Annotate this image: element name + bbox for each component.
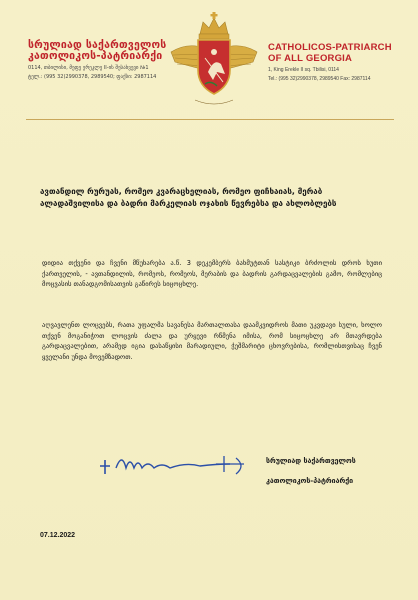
header-left-address-2: ტელ.: (995 32)2990378, 2989540; ფაქსი: 2987114	[28, 74, 157, 80]
letter-paragraph-2: აღვავლენთ ლოცვებს, რათა უფალმა სავანესა მართალთასა დაამკვიდროს მათი უკვდავი სული, ხოლო თქვენ მოგანიჭოთ ლოცვის ძალა და ურყევი რწმენა იმისა, რომ სიცოცხლე არ მთავრდება გარდაცვალებით, არამედ იგია დასაწყისი მარადიული, ჭეშმარიტი ცხოვრებისა, რომლისთვისაც ჩვენ ყველანი უნდა მოვემზადოთ.	[42, 321, 382, 361]
header-right-title-2: OF ALL GEORGIA	[268, 53, 353, 64]
letter-heading: ავთანდილ რურუას, რომეო კვარაცხელიას, რომეო ფიჩხაიას, მერაბ ალადაშვილისა და ბადრი მარკელიას ოჯახის წევრებსა და ახლობლებს	[40, 187, 337, 208]
letter-paragraph-1: დიდია თქვენი და ჩვენი მწუხარება ა.წ. 3 დეკემბერს ბახმუტთან სასტიკი ბრძოლის დროს ხუთი ქართველის, - ავთანდილის, რომეოს, რომეოს, მერაბის და ბადრის გარდაცვალების გამო, რომლებიც მოცვასის თანადგომისათვის გაწირეს სიცოცხლე.	[42, 259, 382, 288]
header-right-address-2: Tel.: (995 32)2990378, 2989540 Fax: 2987114	[268, 76, 371, 82]
header-left	[28, 40, 178, 80]
header-right-address-1: 1, King Erekle II sq. Tbilisi, 0114	[268, 67, 339, 73]
header-right	[268, 42, 408, 82]
letter-date: 07.12.2022	[40, 532, 76, 539]
header-left-title-1: სრულიად საქართველოს	[28, 39, 167, 51]
header-divider	[26, 119, 394, 120]
header-left-address-1: 0114, თბილისი, მეფე ერეკლე II-ის შესახვევი №1	[28, 65, 149, 71]
header-left-title-2: კათოლიკოს-პატრიარქი	[28, 50, 163, 62]
patriarchate-emblem-icon	[165, 8, 263, 114]
signature-title-1: სრულიად საქართველოს	[266, 457, 356, 465]
header-right-title-1: CATHOLICOS-PATRIARCH	[268, 42, 392, 53]
handwritten-signature-icon	[96, 446, 256, 478]
signature-title-2: კათოლიკოს-პატრიარქი	[266, 477, 354, 485]
